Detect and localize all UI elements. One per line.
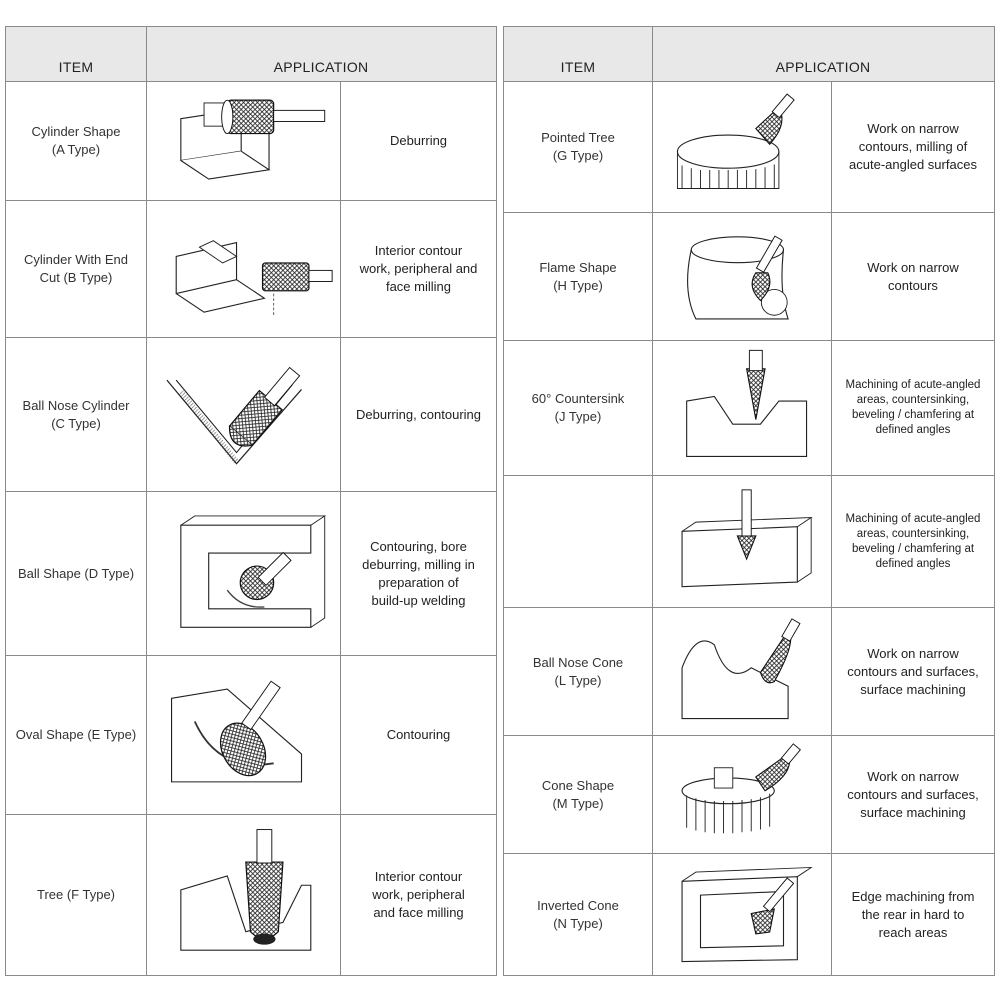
table-row bbox=[6, 337, 496, 491]
left-item-header: ITEM bbox=[6, 27, 146, 82]
application-text: Deburring bbox=[389, 133, 448, 148]
application-text: Machining of acute-angled areas, countersinking, beveling / chamfering at defined angles bbox=[845, 379, 981, 436]
item-name: Tree (F Type) bbox=[36, 887, 116, 902]
pointed-tree-burr-illustration bbox=[652, 82, 832, 212]
application-text: Deburring, contouring bbox=[355, 406, 482, 422]
item-name: Oval Shape (E Type) bbox=[15, 727, 137, 742]
application-text: Work on narrow contours and surfaces, surface machining bbox=[847, 645, 979, 697]
item-name: Inverted Cone (N Type) bbox=[537, 897, 619, 931]
oval-shape-burr-illustration bbox=[146, 656, 341, 814]
application-text: Interior contour work, peripheral and face milling bbox=[359, 243, 478, 294]
application-text: Edge machining from the rear in hard to reach areas bbox=[851, 888, 975, 940]
application-text: Interior contour work, peripheral and face milling bbox=[372, 869, 465, 920]
flame-shape-burr-illustration bbox=[652, 213, 832, 340]
item-name: Ball Nose Cone (L Type) bbox=[532, 654, 624, 688]
table-row bbox=[6, 491, 496, 655]
item-name: Cylinder Shape (A Type) bbox=[31, 124, 121, 157]
ball-nose-cone-burr-illustration bbox=[652, 608, 832, 735]
item-name: Cylinder With End Cut (B Type) bbox=[23, 252, 129, 285]
application-text: Contouring bbox=[386, 727, 451, 742]
cylinder-burr-illustration bbox=[146, 82, 341, 200]
ball-nose-cylinder-burr-illustration bbox=[146, 338, 341, 491]
application-text: Contouring, bore deburring, milling in preparation of build-up welding bbox=[362, 538, 475, 608]
inverted-cone-burr-illustration bbox=[652, 854, 832, 975]
application-text: Work on narrow contours and surfaces, surface machining bbox=[847, 768, 979, 820]
table-row bbox=[6, 655, 496, 814]
cylinder-end-cut-burr-illustration bbox=[146, 201, 341, 337]
item-name: 60° Countersink (J Type) bbox=[531, 391, 625, 424]
table-row bbox=[504, 82, 994, 212]
tree-burr-illustration bbox=[146, 815, 341, 975]
left-application-header: APPLICATION bbox=[146, 27, 496, 82]
left-burr-table bbox=[5, 26, 497, 976]
item-name: Ball Shape (D Type) bbox=[17, 565, 135, 581]
item-name bbox=[504, 476, 652, 607]
table-row bbox=[504, 853, 994, 975]
item-name: Pointed Tree (G Type) bbox=[541, 130, 615, 163]
table-row bbox=[6, 82, 496, 200]
right-application-header: APPLICATION bbox=[652, 27, 994, 82]
table-row bbox=[504, 340, 994, 475]
application-text: Work on narrow contours, milling of acute-angled surfaces bbox=[849, 121, 977, 172]
cone-shape-burr-illustration bbox=[652, 736, 832, 853]
ball-shape-burr-illustration bbox=[146, 492, 341, 655]
item-name: Cone Shape (M Type) bbox=[541, 777, 615, 811]
application-text: Machining of acute-angled areas, countersinking, beveling / chamfering at defined angles bbox=[845, 512, 981, 570]
countersink-burr-illustration bbox=[652, 341, 832, 475]
right-item-header: ITEM bbox=[504, 27, 652, 82]
table-row bbox=[504, 607, 994, 735]
table-row bbox=[504, 735, 994, 853]
right-burr-table bbox=[503, 26, 995, 976]
table-row bbox=[504, 212, 994, 340]
table-row bbox=[6, 814, 496, 975]
application-text: Work on narrow contours bbox=[867, 259, 959, 293]
countersink-hole-illustration bbox=[652, 476, 832, 607]
item-name: Ball Nose Cylinder (C Type) bbox=[22, 397, 130, 431]
item-name: Flame Shape (H Type) bbox=[539, 259, 617, 293]
table-row bbox=[6, 200, 496, 337]
table-row bbox=[504, 475, 994, 607]
